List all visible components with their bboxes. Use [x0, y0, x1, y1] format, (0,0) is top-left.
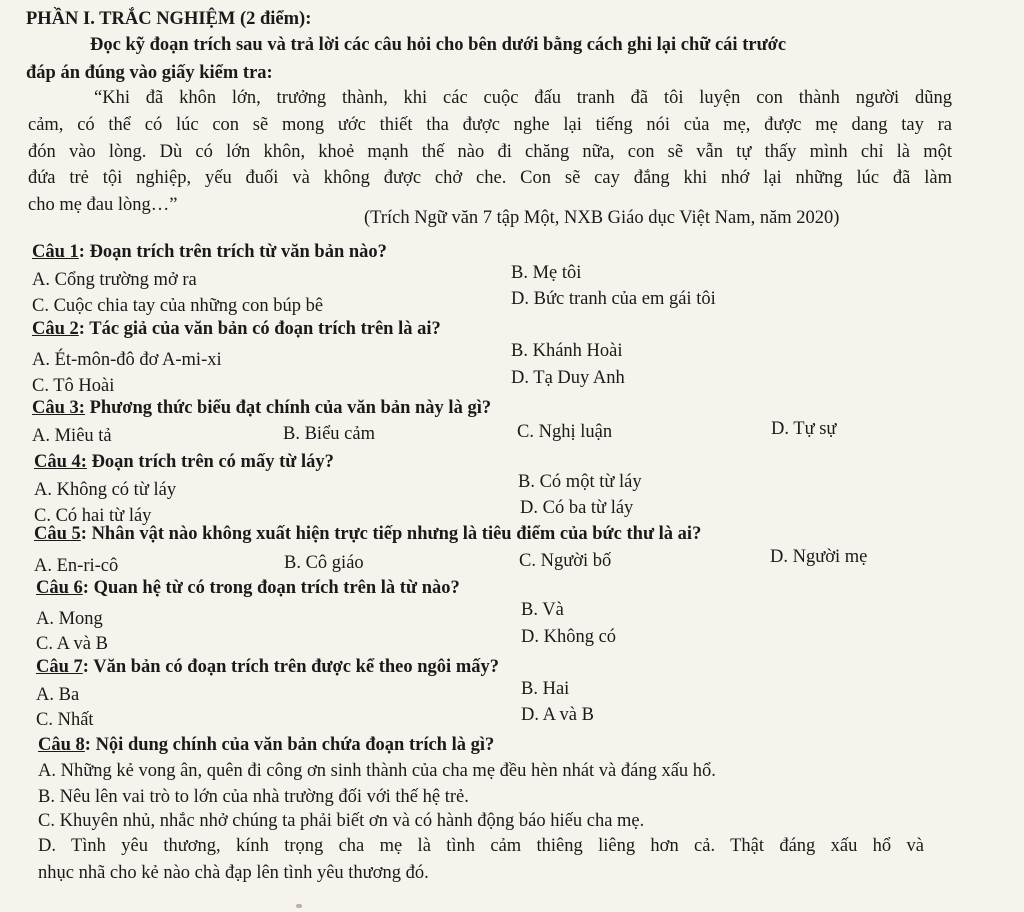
- option-c: C. A và B: [36, 634, 108, 654]
- question-text: : Quan hệ từ có trong đoạn trích trên là từ nào?: [82, 578, 460, 598]
- option-b: B. Mẹ tôi: [511, 263, 582, 283]
- option-c: C. Có hai từ láy: [34, 506, 152, 526]
- option-d: D. Người mẹ: [770, 547, 868, 567]
- option-d: D. Tự sự: [771, 419, 837, 439]
- option-c: C. Khuyên nhủ, nhắc nhở chúng ta phải biết ơn và có hành động báo hiếu cha mẹ.: [38, 811, 645, 831]
- question-label: Câu 2: [32, 319, 79, 339]
- passage-source: (Trích Ngữ văn 7 tập Một, NXB Giáo dục Việt Nam, năm 2020): [364, 208, 840, 228]
- instruction-line-1: Đọc kỹ đoạn trích sau và trả lời các câu hỏi cho bên dưới bằng cách ghi lại chữ cái trước: [90, 35, 787, 55]
- option-a: A. Miêu tả: [32, 426, 112, 446]
- option-a: A. Ét-môn-đô đơ A-mi-xi: [32, 350, 222, 370]
- question-label: Câu 3:: [32, 398, 85, 418]
- option-b: B. Có một từ láy: [518, 472, 642, 492]
- option-d: D. Tạ Duy Anh: [511, 368, 625, 388]
- question-text: : Đoạn trích trên trích từ văn bản nào?: [78, 242, 387, 262]
- question-text: : Nội dung chính của văn bản chứa đoạn trích là gì?: [84, 735, 495, 755]
- option-d: D. Bức tranh của em gái tôi: [511, 289, 716, 309]
- question-4: [34, 451, 334, 473]
- option-c: C. Nhất: [36, 710, 94, 730]
- option-b: B. Hai: [521, 679, 570, 699]
- option-a: A. Ba: [36, 685, 80, 705]
- passage-line: cảm, có thể có lúc con sẽ mong ước thiết tha được nghe lại tiếng nói của mẹ, được mẹ dang tay ra: [28, 115, 952, 135]
- option-c: C. Nghị luận: [517, 422, 613, 442]
- question-8: [38, 734, 494, 756]
- passage-line: đón vào lòng. Dù có lớn khôn, khoẻ mạnh thế nào đi chăng nữa, con sẽ vẫn tự thấy mình chỉ là một: [28, 142, 952, 162]
- question-text: : Nhân vật nào không xuất hiện trực tiếp nhưng là tiêu điểm của bức thư là ai?: [80, 524, 702, 544]
- question-5: [34, 523, 701, 545]
- instruction-line-2: đáp án đúng vào giấy kiểm tra:: [26, 63, 273, 83]
- option-a: A. Những kẻ vong ân, quên đi công ơn sinh thành của cha mẹ đều hèn nhát và đáng xấu hổ.: [38, 761, 716, 781]
- option-a: A. Mong: [36, 609, 103, 629]
- question-3: [32, 397, 491, 419]
- question-6: [36, 577, 460, 599]
- option-d-continued: nhục nhã cho kẻ nào chà đạp lên tình yêu thương đó.: [38, 863, 429, 883]
- passage-line: đứa trẻ tội nghiệp, yếu đuối và không được chở che. Con sẽ cay đắng khi nhớ lại những lúc đã làm: [28, 168, 952, 188]
- option-b: B. Nêu lên vai trò to lớn của nhà trường đối với thế hệ trẻ.: [38, 787, 469, 807]
- question-label: Câu 4:: [34, 452, 87, 472]
- question-1: [32, 241, 387, 263]
- option-b: B. Khánh Hoài: [511, 341, 623, 361]
- option-a: A. Cổng trường mở ra: [32, 270, 197, 290]
- question-label: Câu 1: [32, 242, 79, 262]
- passage-line: cho mẹ đau lòng…”: [28, 195, 178, 215]
- option-a: A. Không có từ láy: [34, 480, 177, 500]
- option-d: D. Có ba từ láy: [520, 498, 634, 518]
- question-text: Đoạn trích trên có mấy từ láy?: [86, 452, 334, 472]
- option-d: D. Tình yêu thương, kính trọng cha mẹ là tình cảm thiêng liêng hơn cả. Thật đáng xấu hổ và: [38, 836, 924, 856]
- option-c: C. Cuộc chia tay của những con búp bê: [32, 296, 324, 316]
- option-d: D. Không có: [521, 627, 617, 647]
- question-label: Câu 8: [38, 735, 85, 755]
- question-label: Câu 5: [34, 524, 81, 544]
- question-text: Phương thức biểu đạt chính của văn bản này là gì?: [84, 398, 492, 418]
- option-b: B. Biểu cảm: [283, 424, 375, 444]
- question-text: : Văn bản có đoạn trích trên được kể theo ngôi mấy?: [82, 657, 499, 677]
- question-text: : Tác giả của văn bản có đoạn trích trên là ai?: [78, 319, 441, 339]
- page-mark: [296, 904, 302, 908]
- question-7: [36, 656, 499, 678]
- question-label: Câu 6: [36, 578, 83, 598]
- option-b: B. Và: [521, 600, 564, 620]
- option-c: C. Tô Hoài: [32, 376, 115, 396]
- option-c: C. Người bố: [519, 551, 612, 571]
- option-a: A. En-ri-cô: [34, 556, 119, 576]
- question-2: [32, 318, 441, 340]
- option-b: B. Cô giáo: [284, 553, 364, 573]
- option-d: D. A và B: [521, 705, 594, 725]
- passage-line: “Khi đã khôn lớn, trưởng thành, khi các cuộc đấu tranh đã tôi luyện con thành người dũng: [94, 88, 952, 108]
- section-title: PHẦN I. TRẮC NGHIỆM (2 điểm):: [26, 9, 312, 29]
- question-label: Câu 7: [36, 657, 83, 677]
